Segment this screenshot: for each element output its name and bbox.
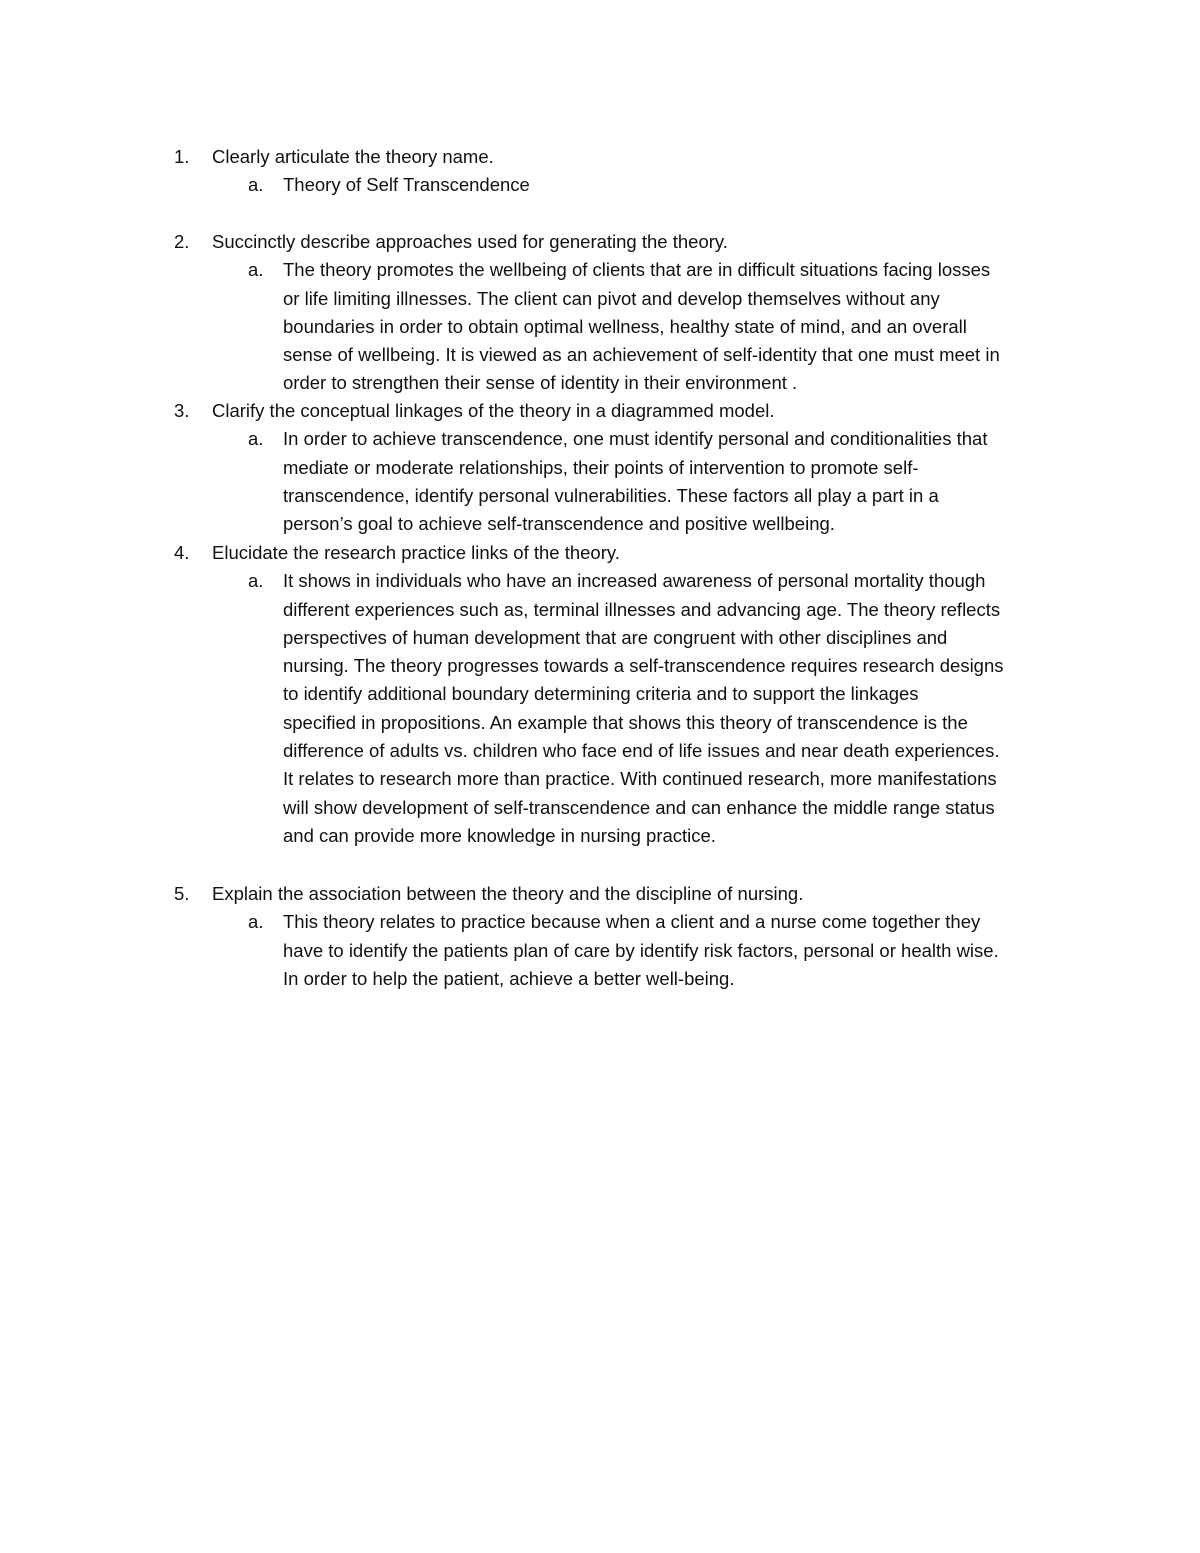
answer-line: and can provide more knowledge in nursing practice. <box>283 824 716 846</box>
answer-line: specified in propositions. An example that shows this theory of transcendence is the <box>283 711 968 733</box>
answer-line: It shows in individuals who have an increased awareness of personal mortality though <box>283 570 986 592</box>
answer-line: sense of wellbeing. It is viewed as an achievement of self-identity that one must meet in <box>283 344 1000 366</box>
item-question: Clearly articulate the theory name. <box>212 146 494 167</box>
answer-letter: a. <box>248 259 264 281</box>
answer-letter: a. <box>248 570 264 592</box>
answer-text <box>283 908 1073 993</box>
answer-text <box>283 256 1073 397</box>
answer-letter: a. <box>248 428 264 450</box>
answer-line: will show development of self-transcendence and can enhance the middle range status <box>283 796 995 818</box>
answer-line: to identify additional boundary determining criteria and to support the linkages <box>283 683 919 705</box>
answer-letter: a. <box>248 174 264 196</box>
answer-line: In order to achieve transcendence, one must identify personal and conditionalities that <box>283 428 988 450</box>
answer-text <box>283 567 1073 850</box>
answer-line: order to strengthen their sense of identity in their environment . <box>283 372 798 394</box>
answer-line: perspectives of human development that are congruent with other disciplines and <box>283 626 948 648</box>
answer-line: mediate or moderate relationships, their points of intervention to promote self- <box>283 456 919 478</box>
answer-line: difference of adults vs. children who face end of life issues and near death experiences. <box>283 740 1000 762</box>
item-number: 4. <box>174 542 190 563</box>
answer-line: different experiences such as, terminal illnesses and advancing age. The theory reflects <box>283 598 1001 620</box>
item-question: Clarify the conceptual linkages of the theory in a diagrammed model. <box>212 400 775 421</box>
answer-text <box>283 425 1073 538</box>
answer-line: Theory of Self Transcendence <box>283 174 530 196</box>
answer-line: boundaries in order to obtain optimal wellness, healthy state of mind, and an overall <box>283 315 967 337</box>
answer-line: In order to help the patient, achieve a better well-being. <box>283 967 735 989</box>
answer-line: have to identify the patients plan of care by identify risk factors, personal or health wise. <box>283 939 999 961</box>
answer-line: It relates to research more than practice. With continued research, more manifestations <box>283 768 997 790</box>
answer-line: This theory relates to practice because when a client and a nurse come together they <box>283 911 981 933</box>
item-question: Elucidate the research practice links of the theory. <box>212 542 620 563</box>
answer-text <box>283 171 1073 199</box>
item-number: 5. <box>174 883 190 904</box>
item-question: Explain the association between the theory and the discipline of nursing. <box>212 883 804 904</box>
answer-line: or life limiting illnesses. The client can pivot and develop themselves without any <box>283 287 940 309</box>
item-number: 2. <box>174 231 190 252</box>
item-number: 1. <box>174 146 190 167</box>
answer-line: transcendence, identify personal vulnerabilities. These factors all play a part in a <box>283 484 939 506</box>
item-question: Succinctly describe approaches used for generating the theory. <box>212 231 728 252</box>
item-number: 3. <box>174 400 190 421</box>
answer-letter: a. <box>248 911 264 933</box>
answer-line: The theory promotes the wellbeing of clients that are in difficult situations facing losses <box>283 259 991 281</box>
answer-line: nursing. The theory progresses towards a self-transcendence requires research designs <box>283 655 1004 677</box>
answer-line: person’s goal to achieve self-transcendence and positive wellbeing. <box>283 513 835 535</box>
